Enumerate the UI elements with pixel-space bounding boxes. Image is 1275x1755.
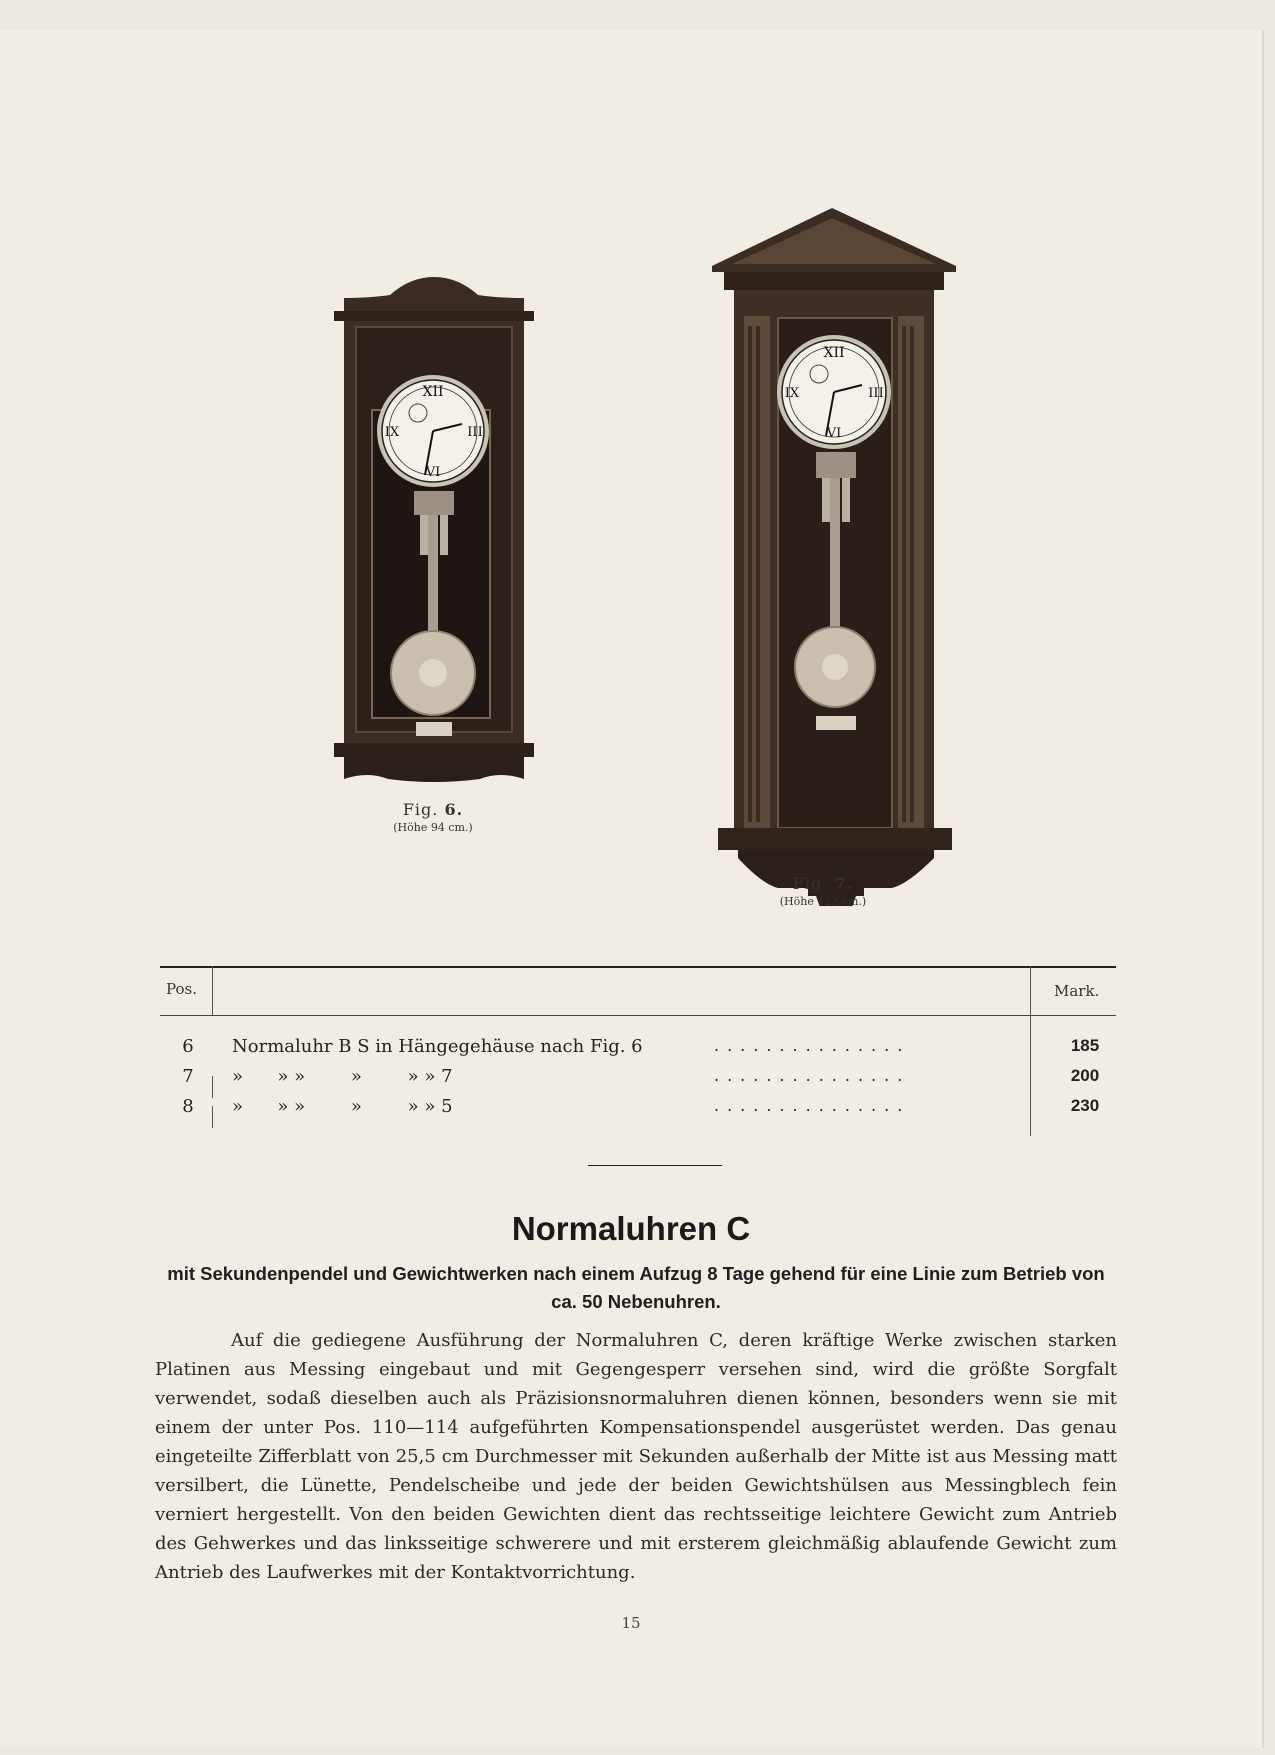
table-pos-divider (212, 966, 213, 1015)
table-row (160, 1066, 1116, 1096)
row-pos: 7 (182, 1066, 194, 1087)
row-price: 200 (1070, 1066, 1100, 1085)
svg-text:IX: IX (784, 386, 800, 401)
section-separator (588, 1165, 722, 1166)
table-row (160, 1036, 1116, 1066)
row-price: 230 (1070, 1096, 1100, 1115)
row-description: » » » » » » 5 (232, 1096, 453, 1117)
figure-7-height: (Höhe 123 cm.) (779, 895, 867, 908)
figure-6-caption (383, 800, 483, 834)
figure-7-caption (768, 874, 878, 908)
svg-text:VI: VI (826, 426, 842, 441)
row-price: 185 (1070, 1036, 1100, 1055)
figure-6-label: Fig. 6. (402, 800, 464, 819)
row-leader-dots: ............... (714, 1036, 911, 1055)
row-leader-dots: ............... (714, 1096, 911, 1115)
table-row (160, 1096, 1116, 1126)
clock-figure-6 (330, 265, 538, 815)
table-top-rule (160, 966, 1116, 968)
section-body-text: Auf die gediegene Ausführung der Normaluhren C, deren kräftige Werke zwischen starken Platinen aus Messing eingebaut und mit Gegengesperr versehen sind, wird die größte Sorgfalt verwendet, sodaß dieselben auch als Präzisionsnormaluhren dienen können, besonders wenn sie mit einem der unter Pos. 110—114 aufgeführten Kompensationspendel ausgerüstet werden. Das genau eingeteilte Zifferblatt von 25,5 cm Durchmesser mit Sekunden außerhalb der Mitte ist aus Messing matt versilbert, die Lünette, Pendelscheibe und jede der beiden Gewichtshülsen aus Messingblech fein verniert hergestellt. Von den beiden Gewichten dient das rechtsseitige leichtere Gewicht zum Antrieb des Gehwerkes und das linksseitige schwerere und mit ersterem gleichmäßig ablaufende Gewicht zum Antrieb des Laufwerkes mit der Kontaktvorrichtung. (155, 1330, 1117, 1583)
svg-text:VI: VI (425, 465, 441, 480)
table-header-rule (160, 1015, 1116, 1016)
svg-text:IX: IX (384, 425, 400, 440)
figure-7-label: Fig. 7. (792, 874, 854, 893)
page-number: 15 (621, 1614, 641, 1632)
svg-text:III: III (467, 425, 483, 440)
section-subtitle: mit Sekundenpendel und Gewichtwerken nach einem Aufzug 8 Tage gehend für eine Linie zum Betrieb von ca. 50 Nebenuhren. (167, 1263, 1105, 1312)
row-pos: 8 (182, 1096, 194, 1117)
row-description: » » » » » » 7 (232, 1066, 453, 1087)
svg-text:XII: XII (422, 384, 444, 400)
row-leader-dots: ............... (714, 1066, 911, 1085)
svg-text:XII: XII (823, 345, 845, 361)
figure-6-height: (Höhe 94 cm.) (393, 821, 473, 834)
row-description: Normaluhr B S in Hängegehäuse nach Fig. 6 (232, 1036, 643, 1057)
row-pos: 6 (182, 1036, 194, 1057)
table-header-mark: Mark. (1054, 982, 1100, 1000)
table-header-pos: Pos. (166, 980, 197, 998)
section-title: Normaluhren C (511, 1210, 751, 1247)
document-page (0, 30, 1264, 1748)
clock-figure-7 (712, 208, 958, 906)
svg-text:III: III (868, 386, 884, 401)
